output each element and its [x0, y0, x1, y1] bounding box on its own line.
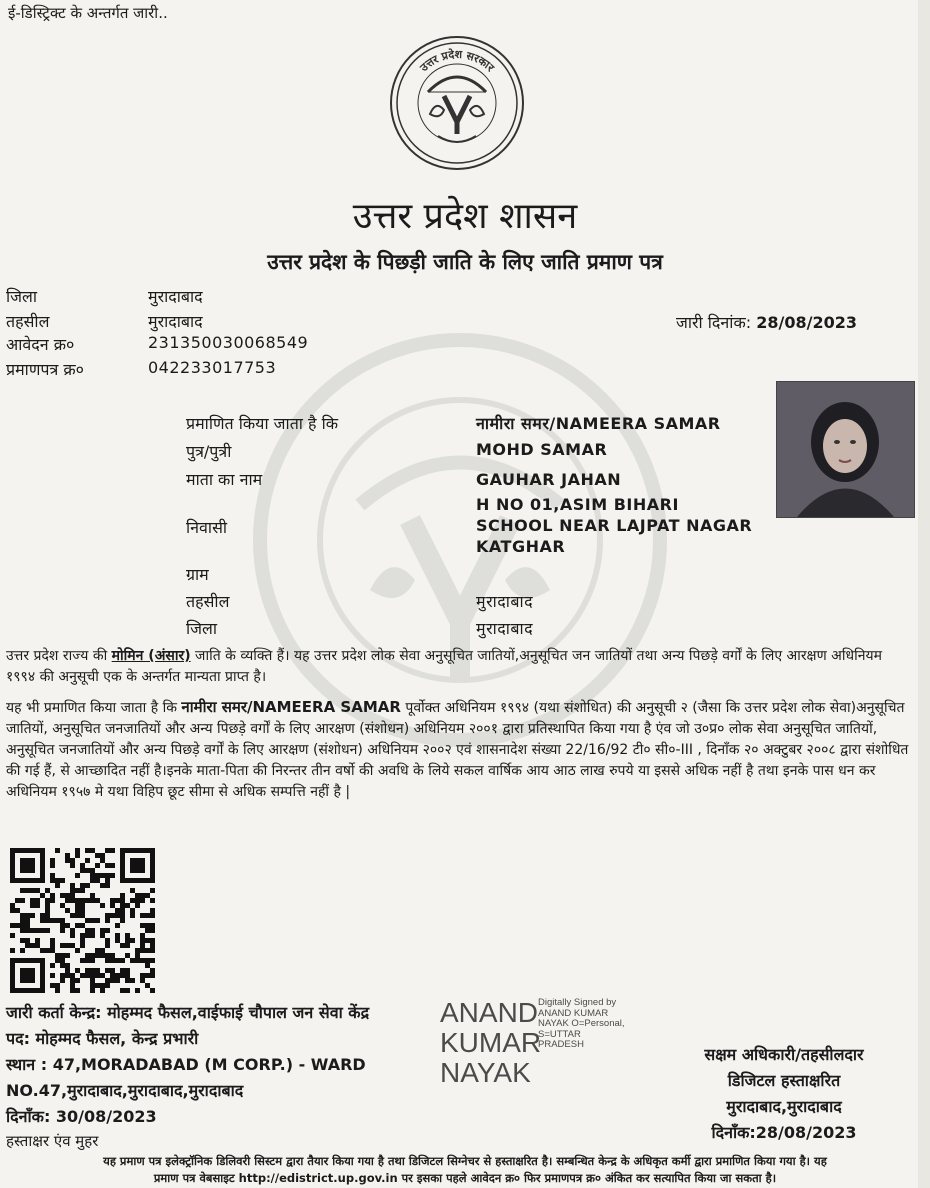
signer-name-3: NAYAK — [440, 1057, 531, 1088]
mother-name: GAUHAR JAHAN — [476, 470, 622, 489]
qr-code — [10, 848, 155, 993]
issue-date-value: 28/08/2023 — [756, 313, 857, 332]
certified-name: नामीरा समर/NAMEERA SAMAR — [476, 414, 721, 433]
address-line-2: SCHOOL NEAR LAJPAT NAGAR — [476, 516, 753, 535]
issuing-center: जारी कर्ता केन्द्र: मोहम्मद फैसल,वाईफाई चौपाल जन सेवा केंद्र — [6, 1003, 370, 1022]
officer-digitally-signed: डिजिटल हस्ताक्षरित — [727, 1071, 841, 1090]
certificate-number-label: प्रमाणपत्र क्र० — [6, 360, 84, 379]
district-label: जिला — [6, 287, 38, 306]
resident-label: निवासी — [186, 518, 228, 537]
signature-details: Digitally Signed by ANAND KUMAR NAYAK O=Personal, S=UTTAR PRADESH — [538, 997, 625, 1050]
caste-name: मोमिन (अंसार) — [111, 648, 191, 664]
application-label: आवेदन क्र० — [6, 335, 75, 354]
govt-heading: उत्तर प्रदेश शासन — [352, 196, 578, 237]
officer-location: मुरादाबाद,मुरादाबाद — [726, 1097, 842, 1116]
caste-statement: उत्तर प्रदेश राज्य की मोमिन (अंसार) जाति के व्यक्ति हैं। यह उत्तर प्रदेश लोक सेवा अनुसूचित जातियों,अनुसूचित जन जातियों तथा अन्य पिछड़े वर्गों के लिए आरक्षण अधिनियम १९९४ की अनुसूची एक के अन्तर्गत मान्यता प्राप्त है। — [6, 648, 882, 685]
district-value: मुरादाबाद — [148, 287, 203, 306]
top-note: ई-डिस्ट्रिक्ट के अन्तर्गत जारी.. — [8, 4, 168, 22]
child-of-label: पुत्र/पुत्री — [186, 442, 232, 461]
detail-tehsil-value: मुरादाबाद — [476, 592, 534, 611]
up-govt-emblem — [388, 34, 526, 172]
mother-name-label: माता का नाम — [186, 470, 263, 489]
issue-date — [676, 311, 857, 333]
signer-name-1: ANAND — [440, 997, 539, 1028]
village-label: ग्राम — [186, 565, 209, 584]
address-line-1: H NO 01,ASIM BIHARI — [476, 495, 679, 514]
father-name: MOHD SAMAR — [476, 440, 608, 459]
certificate-number: 042233017753 — [148, 358, 277, 377]
footer-date: दिनाँक: 30/08/2023 — [6, 1107, 157, 1126]
tehsil-label: तहसील — [6, 312, 50, 331]
digital-signature — [440, 998, 541, 1088]
officer-date: दिनाँक:28/08/2023 — [711, 1123, 857, 1142]
issuer-post: पद: मोहम्मद फैसल, केन्द्र प्रभारी — [6, 1029, 199, 1048]
certified-name-inline: नामीरा समर/NAMEERA SAMAR — [181, 698, 401, 716]
address-line-3: KATGHAR — [476, 537, 566, 556]
eligibility-statement: यह भी प्रमाणित किया जाता है कि नामीरा समर/NAMEERA SAMAR पूर्वोक्त अधिनियम १९९४ (यथा संशोधित) की अनुसूची २ (जैसा कि उत्तर प्रदेश लोक सेवा)अनुसूचित जातियों, अनुसूचित जनजातियों और अन्य पिछड़े वर्गों के लिए आरक्षण (संशोधन) अधिनियम २००१ द्वारा प्रतिस्थापित किया गया है एंव जो उ०प्र० लोक सेवा अनुसूचित जातियों, अनुसूचित जनजातियों और अन्य पिछड़े वर्गों के लिए आरक्षण (संशोधन) अधिनियम २००२ एवं शासनादेश संख्या 22/16/92 टी० सी०-III , दिनाँक २० अक्टुबर २००८ द्वारा संशोधित की गई हैं, से आच्छादित नहीं है।इनके माता-पिता की निरन्तर तीन वर्षो की अवधि के लिये सकल वार्षिक आय आठ लाख रुपये या इससे अधिक नहीं है तथा इनके पास धन कर अधिनियम १९५७ मे यथा विहिप छूट सीमा से अधिक सम्पत्ति नहीं है | — [6, 698, 909, 800]
place-line-1: स्थान : 47,MORADABAD (M CORP.) - WARD — [6, 1055, 366, 1074]
certified-label: प्रमाणित किया जाता है कि — [186, 414, 339, 433]
certificate-title: उत्तर प्रदेश के पिछड़ी जाति के लिए जाति प्रमाण पत्र — [267, 250, 663, 274]
sign-and-stamp: हस्ताक्षर एंव मुहर — [6, 1132, 99, 1150]
officer-title: सक्षम अधिकारी/तहसीलदार — [704, 1045, 864, 1064]
detail-tehsil-label: तहसील — [186, 592, 230, 611]
detail-district-value: मुरादाबाद — [476, 619, 534, 638]
signer-name-2: KUMAR — [440, 1027, 542, 1058]
detail-district-label: जिला — [186, 619, 218, 638]
svg-text:उत्तर प्रदेश सरकार: उत्तर प्रदेश सरकार — [417, 47, 497, 75]
tehsil-value: मुरादाबाद — [148, 312, 203, 331]
place-line-2: NO.47,मुरादाबाद,मुरादाबाद,मुरादाबाद — [6, 1081, 244, 1100]
page-edge — [918, 0, 930, 1188]
application-number: 231350030068549 — [148, 333, 309, 352]
issue-date-label: जारी दिनांक: — [676, 313, 752, 332]
applicant-photo — [776, 381, 915, 518]
verification-note: यह प्रमाण पत्र इलेक्ट्रॉनिक डिलिवरी सिस्टम द्वारा तैयार किया गया है तथा डिजिटल सिग्नेचर से हस्ताक्षरित है। सम्बन्धित केन्द्र के अधिकृत कर्मी द्वारा प्रमाणित किया गया है। यह प्रमाण पत्र वेबसाइट http://edistrict.up.gov.in पर इसका पहले आवेदन क्र० फिर प्रमाणपत्र क्र० अंकित कर सत्यापित किया जा सकता है। — [103, 1154, 827, 1185]
